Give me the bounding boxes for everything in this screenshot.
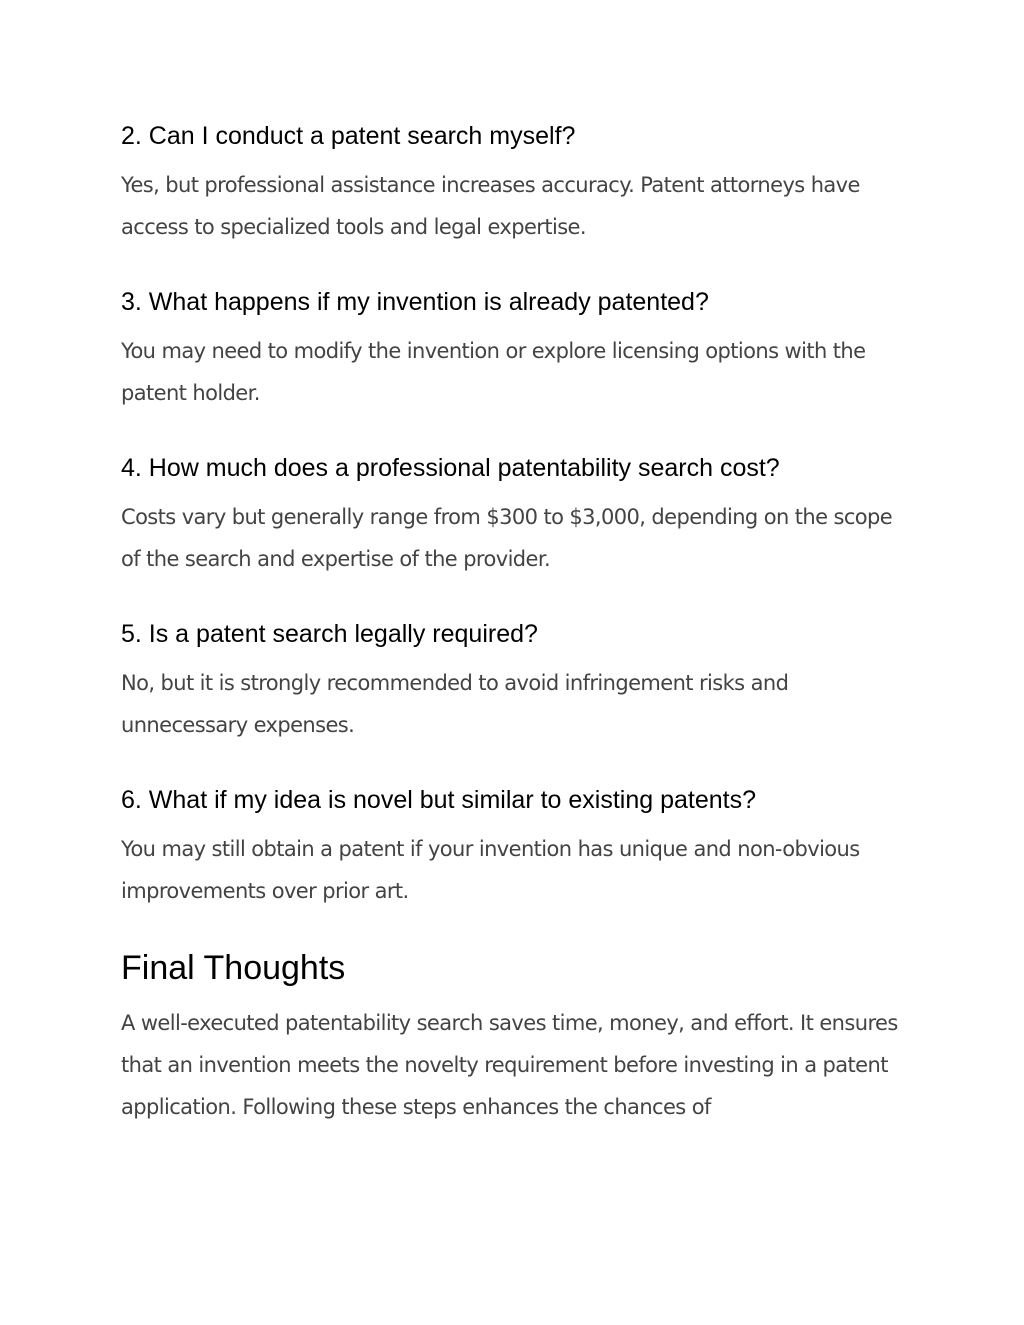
faq-item-3 xyxy=(121,282,911,414)
document-content xyxy=(121,116,911,1128)
faq-item-4 xyxy=(121,448,911,580)
faq-item-5 xyxy=(121,614,911,746)
faq-question: 4. How much does a professional patentability search cost? xyxy=(121,454,780,482)
final-thoughts-body: A well-executed patentability search saves time, money, and effort. It ensures that an invention meets the novelty requirement before investing in a patent application. Following these steps enhances the chances of xyxy=(121,1011,898,1119)
faq-question: 5. Is a patent search legally required? xyxy=(121,620,538,648)
faq-answer: No, but it is strongly recommended to avoid infringement risks and unnecessary expenses. xyxy=(121,671,789,737)
faq-answer: Yes, but professional assistance increases accuracy. Patent attorneys have access to specialized tools and legal expertise. xyxy=(121,173,860,239)
faq-question: 2. Can I conduct a patent search myself? xyxy=(121,122,576,150)
final-thoughts-heading: Final Thoughts xyxy=(121,949,346,987)
faq-answer: You may need to modify the invention or explore licensing options with the patent holder. xyxy=(121,339,866,405)
faq-item-2 xyxy=(121,116,911,248)
faq-question: 3. What happens if my invention is already patented? xyxy=(121,288,709,316)
faq-question: 6. What if my idea is novel but similar to existing patents? xyxy=(121,786,757,814)
faq-answer: Costs vary but generally range from $300 to $3,000, depending on the scope of the search and expertise of the provider. xyxy=(121,505,893,571)
faq-answer: You may still obtain a patent if your invention has unique and non-obvious improvements over prior art. xyxy=(121,837,860,903)
faq-item-6 xyxy=(121,780,911,912)
